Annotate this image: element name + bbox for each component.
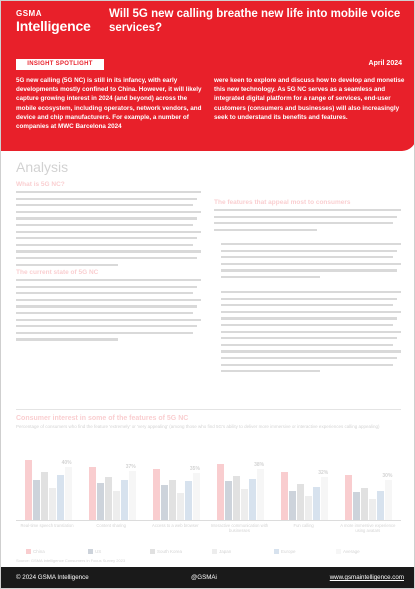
legend-item — [150, 549, 182, 554]
average-label: 35% — [189, 466, 200, 473]
chart-bar — [297, 484, 304, 520]
text-line — [16, 279, 201, 281]
chart-bar — [185, 481, 192, 520]
legend-swatch — [274, 549, 279, 554]
chart-bar — [321, 477, 328, 520]
text-line — [16, 257, 197, 259]
subhead-features: The features that appeal most to consumers — [214, 199, 351, 206]
chart-bar — [233, 476, 240, 520]
legend-item — [212, 549, 231, 554]
chart-bar — [225, 481, 232, 520]
footer-copyright: © 2024 GSMA Intelligence — [16, 574, 89, 581]
legend-item — [26, 549, 45, 554]
text-line — [16, 244, 193, 246]
legend-label: South Korea — [157, 549, 183, 554]
text-line — [16, 338, 118, 340]
chart-bar — [241, 489, 248, 520]
chart-bar — [369, 499, 376, 520]
text-line — [221, 276, 320, 278]
legend-label: Japan — [219, 549, 232, 554]
chart-bar — [169, 480, 176, 520]
chart-bar — [305, 496, 312, 520]
text-line — [221, 350, 401, 352]
chart-bar — [193, 473, 200, 520]
text-line — [16, 237, 197, 239]
chart-bar — [65, 467, 72, 520]
text-line — [16, 312, 193, 314]
legend-label: Europe — [281, 549, 296, 554]
subhead-current-state: The current state of 5G NC — [16, 269, 99, 276]
chart-bar — [161, 485, 168, 520]
intro-text-right: were keen to explore and discuss how to develop and monetise this new technology. As 5G NC serves as a seamless and integrated digital platform for a range of services, end-user customers (consumers and businesses) will also increasingly seek to understand its benefits and features. — [214, 77, 405, 121]
chart-bar — [289, 491, 296, 520]
category-label: Fun calling — [293, 523, 314, 528]
text-line — [221, 263, 401, 265]
text-line — [214, 216, 397, 218]
chart-bar — [385, 480, 392, 520]
legend-swatch — [26, 549, 31, 554]
header — [1, 1, 415, 45]
text-line — [221, 256, 393, 258]
text-line — [214, 209, 401, 211]
legend-label: Average — [343, 549, 360, 554]
subhead-what-is: What is 5G NC? — [16, 181, 65, 188]
text-line — [221, 250, 397, 252]
bar-chart — [16, 441, 401, 561]
text-line — [16, 211, 201, 213]
chart-bar — [361, 488, 368, 520]
logo-top-text: GSMA — [16, 9, 42, 18]
category-label: Real-time speech translation — [20, 523, 74, 528]
text-line — [16, 332, 193, 334]
chart-bar — [129, 471, 136, 520]
footer — [1, 567, 415, 589]
category-label: Content sharing — [96, 523, 126, 528]
intro-text-left: 5G new calling (5G NC) is still in its infancy, with early developments mostly confined to China. However, it will likely capture growing interest in 2024 (and beyond) across the mobile ecosystem, including operators, network vendors, and device and chip manufacturers. For example, a number of companies at MWC Barcelona 2024 — [16, 77, 202, 131]
legend-item — [336, 549, 360, 554]
legend-label: US — [95, 549, 102, 554]
legend-swatch — [150, 549, 155, 554]
chart-rule — [16, 409, 401, 410]
text-line — [16, 319, 201, 321]
text-line — [16, 299, 201, 301]
category-label: Access to a web browser — [152, 523, 199, 528]
gsma-intelligence-logo — [16, 9, 91, 34]
chart-bar — [281, 472, 288, 520]
chart-bar — [121, 480, 128, 520]
legend-swatch — [336, 549, 341, 554]
text-line — [221, 324, 393, 326]
chart-bar — [25, 460, 32, 520]
chart-bar — [177, 493, 184, 520]
average-label: 30% — [382, 473, 393, 479]
text-line — [221, 370, 320, 372]
legend-swatch — [88, 549, 93, 554]
chart-bar — [89, 467, 96, 520]
chart-bar — [113, 491, 120, 520]
chart-bar — [105, 477, 112, 520]
chart-bar — [313, 487, 320, 520]
chart-bar — [377, 491, 384, 520]
text-line — [16, 231, 201, 233]
text-line — [221, 243, 401, 245]
text-line — [221, 364, 393, 366]
average-label: 40% — [61, 459, 72, 466]
chart-bar — [353, 492, 360, 520]
legend-label: China — [33, 549, 45, 554]
chart-bar — [249, 479, 256, 520]
text-line — [221, 337, 397, 339]
section-title: Analysis — [16, 159, 69, 175]
footer-handle[interactable]: @GSMAi — [191, 574, 217, 581]
text-line — [221, 331, 401, 333]
text-line — [16, 217, 197, 219]
text-line — [16, 250, 201, 252]
chart-source: Source: GSMA Intelligence Consumers in Focus Survey 2023 — [16, 558, 126, 563]
footer-url[interactable]: www.gsmaintelligence.com — [329, 574, 404, 581]
category-label: A more immersive experience using avatars — [340, 523, 396, 533]
chart-bar — [217, 464, 224, 520]
text-line — [16, 191, 201, 193]
text-line — [16, 264, 118, 266]
page-title: Will 5G new calling breathe new life into mobile voice services? — [109, 8, 401, 34]
insight-spotlight-badge: INSIGHT SPOTLIGHT — [16, 59, 104, 70]
chart-subtitle: Percentage of consumers who find the feature 'extremely' or 'very appealing' (among those who find 5G's ability to deliver more immersive or interactive experiences calling appealing) — [16, 424, 380, 429]
category-label: Interactive communication with businesses — [210, 523, 269, 533]
text-line — [221, 317, 397, 319]
text-line — [214, 229, 317, 231]
average-label: 38% — [254, 462, 265, 469]
chart-bar — [153, 469, 160, 520]
average-label: 32% — [318, 470, 329, 477]
text-line — [16, 325, 197, 327]
publication-date: April 2024 — [368, 60, 402, 67]
chart-plot-area — [16, 441, 401, 521]
text-line — [221, 357, 397, 359]
legend-swatch — [212, 549, 217, 554]
chart-title: Consumer interest in some of the features of 5G NC — [16, 415, 189, 422]
text-line — [221, 304, 393, 306]
text-line — [16, 204, 193, 206]
text-line — [221, 291, 401, 293]
text-line — [221, 298, 397, 300]
logo-bottom-text: Intelligence — [16, 18, 91, 34]
faded-body — [1, 151, 415, 561]
text-line — [221, 344, 393, 346]
text-line — [16, 305, 197, 307]
chart-bar — [97, 483, 104, 520]
legend-item — [88, 549, 101, 554]
chart-bar — [49, 488, 56, 520]
chart-bar — [257, 469, 264, 520]
text-line — [221, 311, 401, 313]
chart-bar — [345, 475, 352, 520]
chart-bar — [41, 472, 48, 520]
text-line — [16, 286, 197, 288]
text-line — [16, 224, 193, 226]
legend-item — [274, 549, 296, 554]
chart-bar — [57, 475, 64, 520]
text-line — [16, 198, 197, 200]
text-line — [16, 292, 193, 294]
text-line — [214, 222, 393, 224]
chart-bar — [33, 480, 40, 520]
text-line — [221, 269, 397, 271]
average-label: 37% — [125, 463, 136, 470]
